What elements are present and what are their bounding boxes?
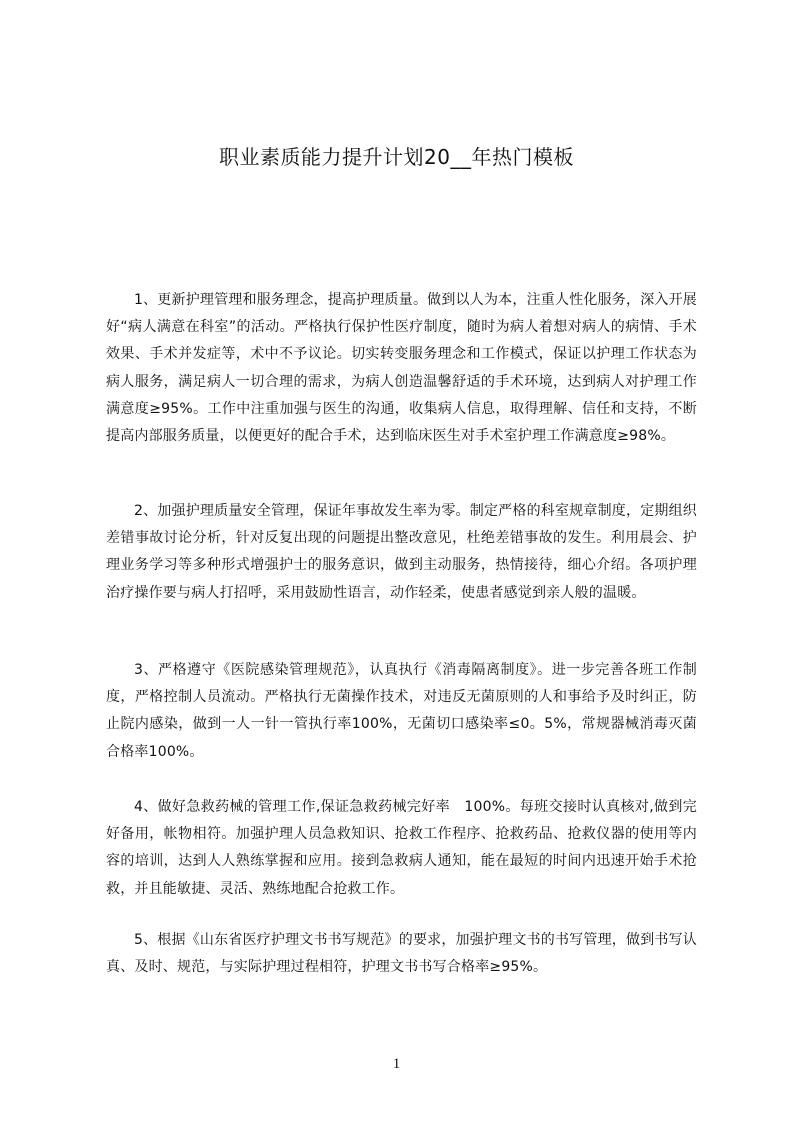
paragraph-2: 2、加强护理质量安全管理，保证年事故发生率为零。制定严格的科室规章制度，定期组织差错事故讨论分析，针对反复出现的问题提出整改意见，杜绝差错事故的发生。利用晨会、护理业务学习等多种形式增强护士的服务意识，做到主动服务，热情接待，细心介绍。各项护理治疗操作要与病人打招呼，采用鼓励性语言，动作轻柔，使患者感觉到亲人般的温暖。: [106, 503, 697, 601]
paragraph-4: 4、做好急救药械的管理工作,保证急救药械完好率 100%。每班交接时认真核对,做到完好备用，帐物相符。加强护理人员急救知识、抢救工作程序、抢救药品、抢救仪器的使用等内容的培训，达到人人熟练掌握和应用。接到急救病人通知，能在最短的时间内迅速开始手术抢救，并且能敏捷、灵活、熟练地配合抢救工作。: [106, 799, 697, 897]
page-number: 1: [392, 1056, 401, 1072]
document-title: 职业素质能力提升计划20__年热门模板: [219, 145, 574, 169]
paragraph-5: 5、根据《山东省医疗护理文书书写规范》的要求，加强护理文书的书写管理，做到书写认真、及时、规范，与实际护理过程相符，护理文书书写合格率≥95%。: [106, 932, 697, 976]
paragraph-3: 3、严格遵守《医院感染管理规范》，认真执行《消毒隔离制度》。进一步完善各班工作制度，严格控制人员流动。严格执行无菌操作技术，对违反无菌原则的人和事给予及时纠正，防止院内感染，做到一人一针一管执行率100%，无菌切口感染率≤0。5%，常规器械消毒灭菌合格率100%。: [106, 662, 697, 760]
paragraph-1: 1、更新护理管理和服务理念，提高护理质量。做到以人为本，注重人性化服务，深入开展好“病人满意在科室”的活动。严格执行保护性医疗制度，随时为病人着想对病人的病情、手术效果、手术并发症等，术中不予议论。切实转变服务理念和工作模式，保证以护理工作状态为病人服务，满足病人一切合理的需求，为病人创造温馨舒适的手术环境，达到病人对护理工作满意度≥95%。工作中注重加强与医生的沟通，收集病人信息，取得理解、信任和支持，不断提高内部服务质量，以便更好的配合手术，达到临床医生对手术室护理工作满意度≥98%。: [106, 292, 697, 445]
